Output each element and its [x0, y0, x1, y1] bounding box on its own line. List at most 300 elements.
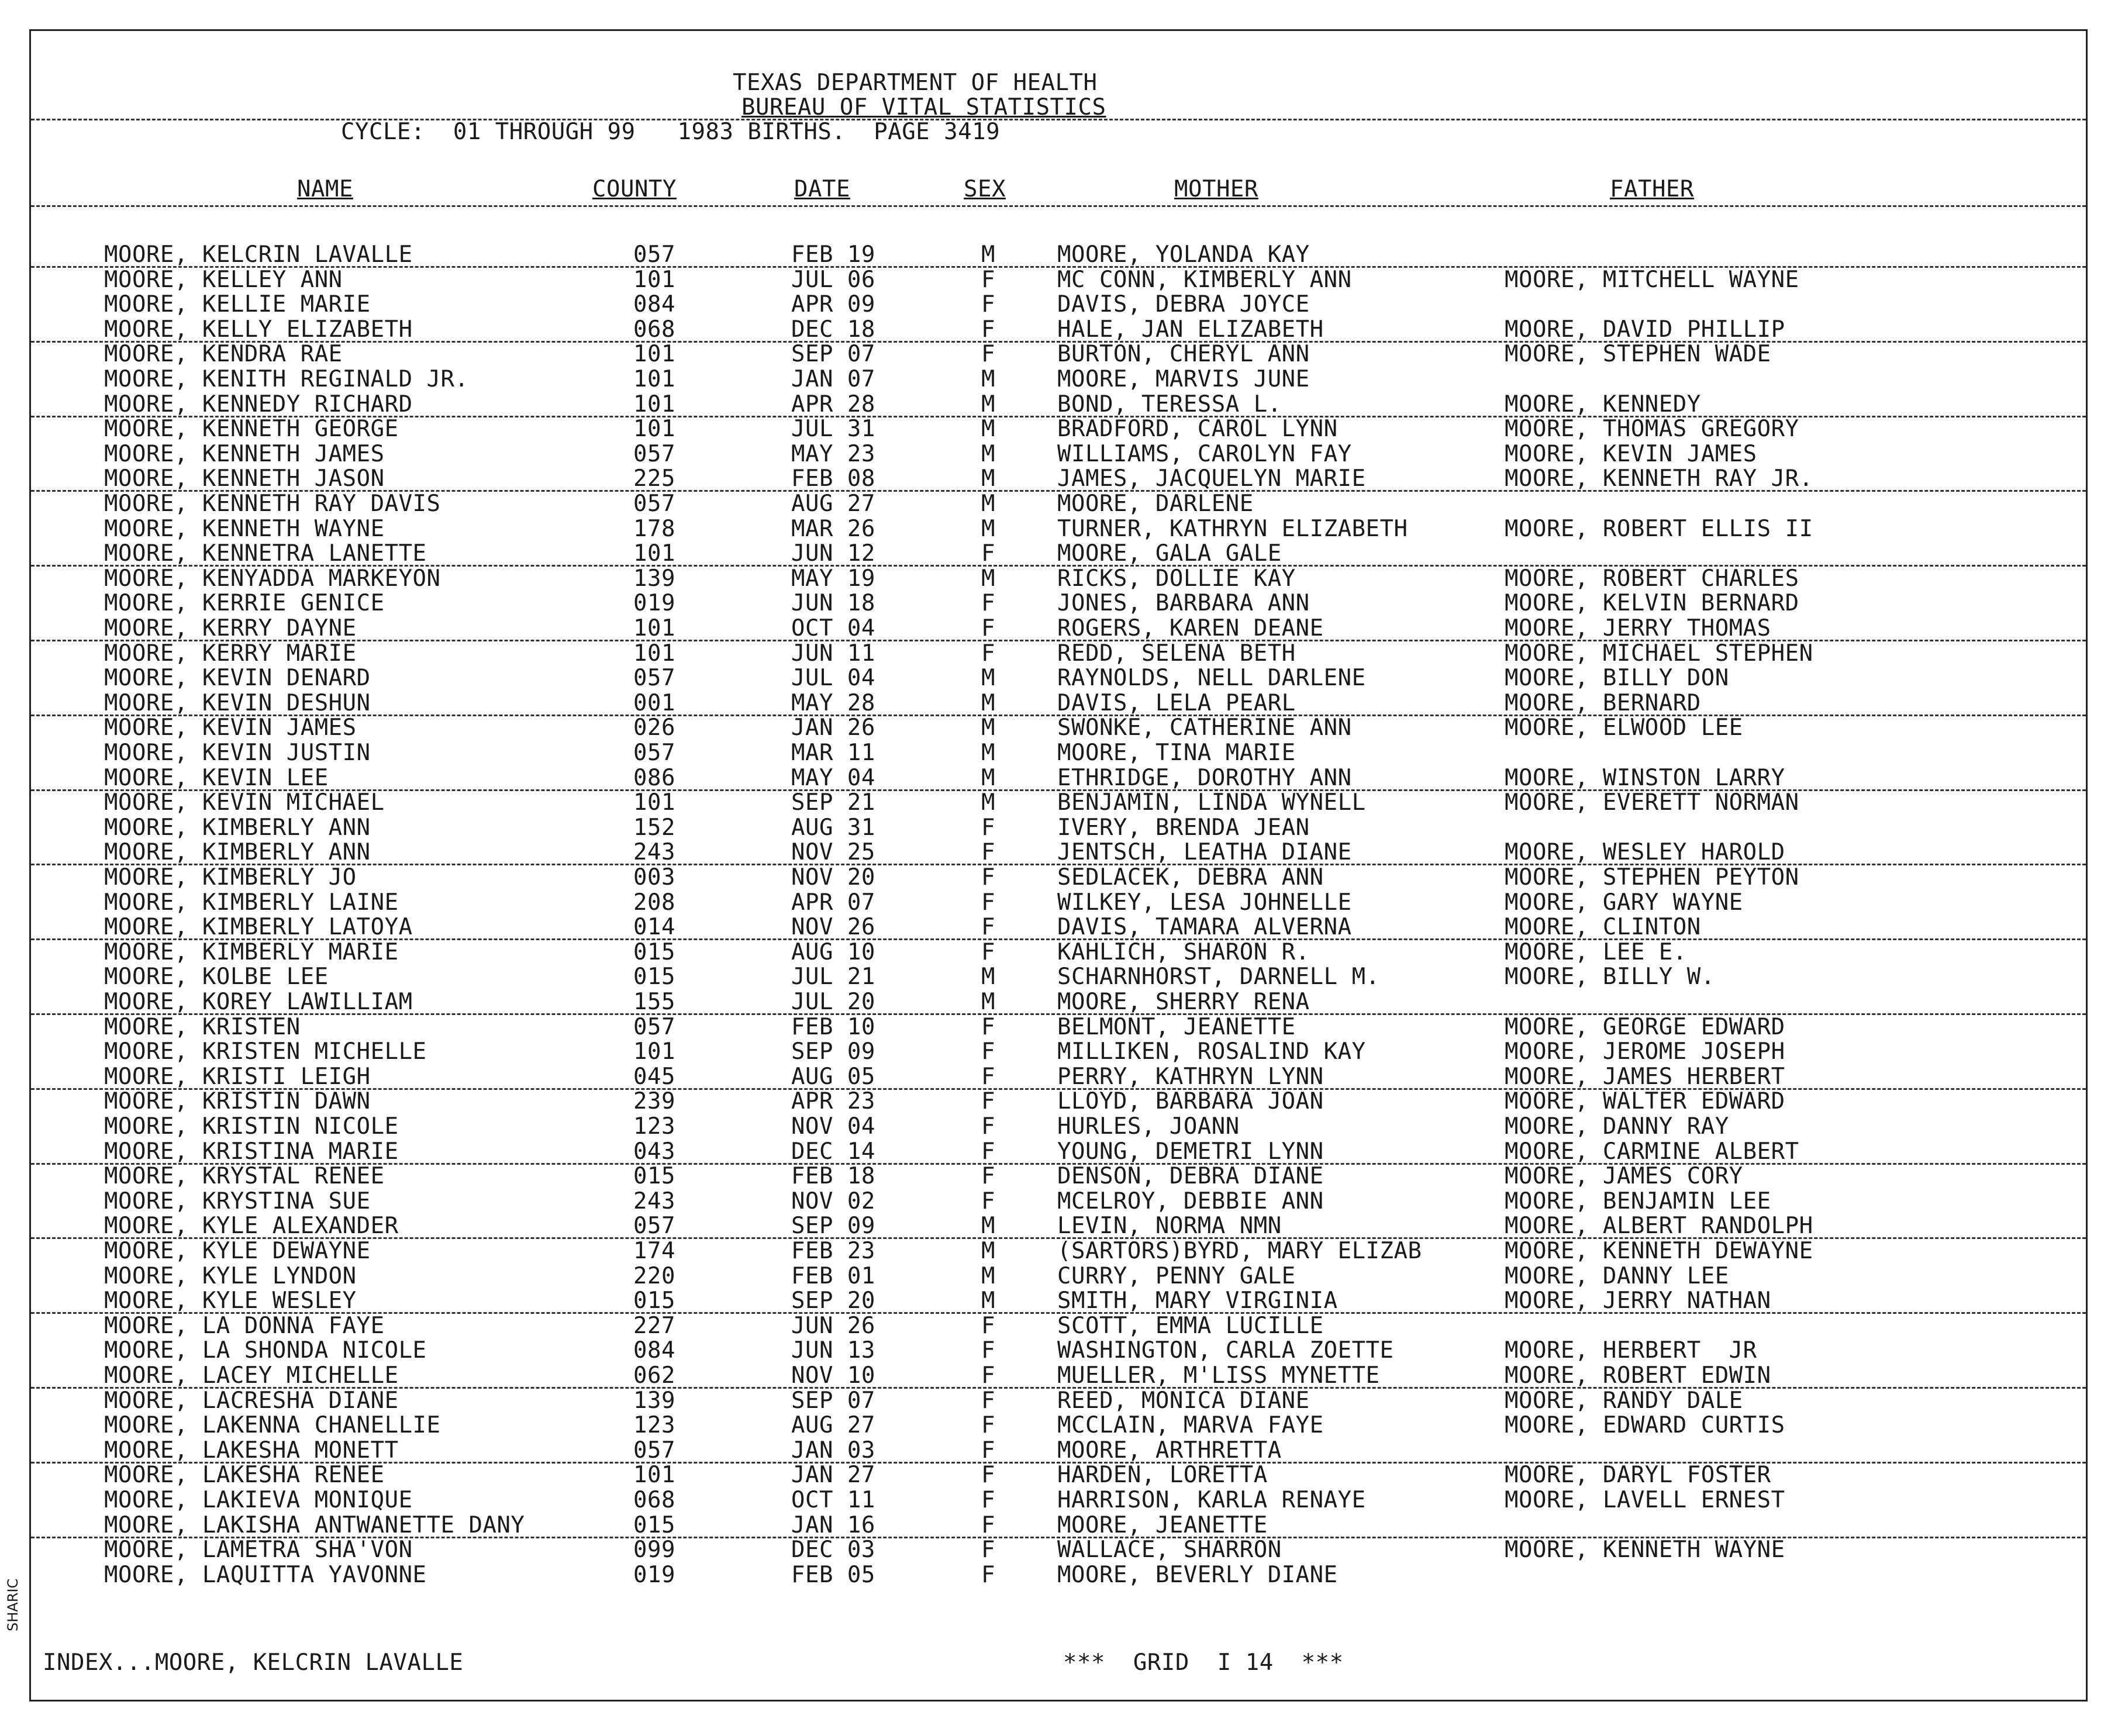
record-mother: JONES, BARBARA ANN — [1057, 590, 1310, 617]
record-county: 101 — [633, 615, 675, 641]
record-father: MOORE, BILLY W. — [1505, 964, 1715, 990]
record-county: 123 — [633, 1412, 675, 1439]
record-sex: F — [981, 1188, 995, 1214]
record-father: MOORE, STEPHEN PEYTON — [1505, 864, 1799, 891]
record-date: JUN 13 — [791, 1337, 875, 1364]
record-father: MOORE, EVERETT NORMAN — [1505, 789, 1799, 816]
record-mother: DENSON, DEBRA DIANE — [1057, 1163, 1324, 1190]
record-sex: F — [981, 938, 995, 965]
record-name: MOORE, KENNETRA LANETTE — [104, 540, 427, 567]
record-county: 084 — [633, 291, 675, 318]
record-mother: ETHRIDGE, DOROTHY ANN — [1057, 764, 1352, 791]
record-sex: F — [981, 1462, 995, 1489]
record-mother: MOORE, BEVERLY DIANE — [1057, 1561, 1338, 1588]
record-name: MOORE, KIMBERLY LAINE — [104, 889, 399, 916]
record-county: 208 — [633, 889, 675, 916]
record-date: DEC 18 — [791, 316, 875, 343]
record-father: MOORE, RANDY DALE — [1505, 1387, 1743, 1414]
record-sex: F — [981, 1163, 995, 1190]
record-date: MAR 26 — [791, 515, 875, 542]
record-county: 227 — [633, 1312, 675, 1339]
record-sex: F — [981, 1487, 995, 1513]
record-date: SEP 21 — [791, 789, 875, 816]
record-name: MOORE, KELCRIN LAVALLE — [104, 241, 413, 268]
record-county: 057 — [633, 1213, 675, 1240]
record-date: JAN 26 — [791, 715, 875, 741]
record-father: MOORE, JAMES CORY — [1505, 1163, 1743, 1190]
record-father: MOORE, ROBERT EDWIN — [1505, 1362, 1771, 1389]
record-name: MOORE, KYLE LYNDON — [104, 1262, 357, 1289]
record-sex: F — [981, 1312, 995, 1339]
record-sex: F — [981, 1537, 995, 1564]
record-name: MOORE, LAKIEVA MONIQUE — [104, 1487, 413, 1513]
record-date: NOV 26 — [791, 914, 875, 941]
record-sex: F — [981, 590, 995, 617]
record-sex: F — [981, 1387, 995, 1414]
record-date: MAR 11 — [791, 740, 875, 766]
record-mother: MOORE, DARLENE — [1057, 491, 1254, 517]
record-mother: TURNER, KATHRYN ELIZABETH — [1057, 515, 1408, 542]
record-name: MOORE, KENNETH WAYNE — [104, 515, 385, 542]
record-name: MOORE, KOLBE LEE — [104, 964, 329, 990]
record-name: MOORE, KERRY DAYNE — [104, 615, 357, 641]
record-father: MOORE, BILLY DON — [1505, 665, 1729, 692]
record-county: 101 — [633, 416, 675, 443]
record-mother: IVERY, BRENDA JEAN — [1057, 814, 1310, 841]
record-sex: M — [981, 740, 995, 766]
record-sex: F — [981, 640, 995, 667]
record-sex: F — [981, 1412, 995, 1439]
record-county: 220 — [633, 1262, 675, 1289]
record-father: MOORE, LEE E. — [1505, 938, 1687, 965]
record-name: MOORE, LA SHONDA NICOLE — [104, 1337, 427, 1364]
record-father: MOORE, KENNETH WAYNE — [1505, 1537, 1785, 1564]
record-father: MOORE, DANNY RAY — [1505, 1113, 1729, 1140]
record-father: MOORE, ROBERT ELLIS II — [1505, 515, 1813, 542]
record-name: MOORE, KENNEDY RICHARD — [104, 391, 413, 417]
record-father: MOORE, EDWARD CURTIS — [1505, 1412, 1785, 1439]
record-sex: F — [981, 1063, 995, 1090]
record-father: MOORE, KELVIN BERNARD — [1505, 590, 1799, 617]
record-father: MOORE, BENJAMIN LEE — [1505, 1188, 1771, 1214]
record-date: JAN 16 — [791, 1511, 875, 1538]
record-sex: M — [981, 715, 995, 741]
header-cycle: CYCLE: 01 THROUGH 99 1983 BIRTHS. PAGE 3419 — [341, 119, 1001, 145]
record-county: 057 — [633, 241, 675, 268]
record-county: 152 — [633, 814, 675, 841]
record-mother: ROGERS, KAREN DEANE — [1057, 615, 1324, 641]
record-mother: MOORE, GALA GALE — [1057, 540, 1282, 567]
record-name: MOORE, KRISTEN MICHELLE — [104, 1038, 427, 1065]
record-county: 225 — [633, 465, 675, 492]
record-mother: DAVIS, LELA PEARL — [1057, 689, 1296, 716]
record-date: FEB 10 — [791, 1013, 875, 1040]
record-name: MOORE, KIMBERLY JO — [104, 864, 357, 891]
record-sex: F — [981, 1337, 995, 1364]
column-header-divider — [31, 205, 2086, 207]
record-sex: F — [981, 864, 995, 891]
record-county: 123 — [633, 1113, 675, 1140]
record-father: MOORE, JEROME JOSEPH — [1505, 1038, 1785, 1065]
record-county: 139 — [633, 1387, 675, 1414]
record-name: MOORE, KENNETH JAMES — [104, 440, 385, 467]
record-sex: M — [981, 1288, 995, 1314]
record-county: 015 — [633, 938, 675, 965]
record-mother: KAHLICH, SHARON R. — [1057, 938, 1310, 965]
record-county: 003 — [633, 864, 675, 891]
record-mother: LEVIN, NORMA NMN — [1057, 1213, 1282, 1240]
record-mother: MOORE, SHERRY RENA — [1057, 989, 1310, 1015]
record-date: MAY 04 — [791, 764, 875, 791]
record-date: DEC 14 — [791, 1138, 875, 1165]
record-name: MOORE, KEVIN DENARD — [104, 665, 371, 692]
col-header-name: NAME — [297, 176, 353, 202]
header-title: TEXAS DEPARTMENT OF HEALTH — [733, 70, 1098, 96]
record-mother: RAYNOLDS, NELL DARLENE — [1057, 665, 1366, 692]
record-sex: F — [981, 1362, 995, 1389]
record-father: MOORE, WESLEY HAROLD — [1505, 839, 1785, 866]
record-county: 015 — [633, 1288, 675, 1314]
record-county: 062 — [633, 1362, 675, 1389]
record-county: 057 — [633, 491, 675, 517]
record-father: MOORE, GEORGE EDWARD — [1505, 1013, 1785, 1040]
record-name: MOORE, KIMBERLY LATOYA — [104, 914, 413, 941]
record-sex: F — [981, 266, 995, 293]
record-mother: DAVIS, DEBRA JOYCE — [1057, 291, 1310, 318]
record-mother: HURLES, JOANN — [1057, 1113, 1240, 1140]
record-sex: M — [981, 440, 995, 467]
record-name: MOORE, KELLEY ANN — [104, 266, 343, 293]
record-county: 101 — [633, 1038, 675, 1065]
record-sex: F — [981, 1113, 995, 1140]
header-subtitle: BUREAU OF VITAL STATISTICS — [741, 94, 1106, 120]
record-sex: M — [981, 764, 995, 791]
record-date: SEP 09 — [791, 1213, 875, 1240]
record-sex: M — [981, 1213, 995, 1240]
record-name: MOORE, KEVIN LEE — [104, 764, 329, 791]
document-frame — [29, 29, 2088, 1702]
record-mother: WILKEY, LESA JOHNELLE — [1057, 889, 1352, 916]
record-sex: F — [981, 1561, 995, 1588]
record-name: MOORE, LAMETRA SHA'VON — [104, 1537, 413, 1564]
record-mother: JENTSCH, LEATHA DIANE — [1057, 839, 1352, 866]
record-sex: F — [981, 615, 995, 641]
record-date: NOV 04 — [791, 1113, 875, 1140]
record-name: MOORE, LAKENNA CHANELLIE — [104, 1412, 441, 1439]
record-date: OCT 04 — [791, 615, 875, 641]
record-mother: MOORE, MARVIS JUNE — [1057, 366, 1310, 392]
record-sex: F — [981, 1437, 995, 1464]
record-father: MOORE, THOMAS GREGORY — [1505, 416, 1799, 443]
record-father: MOORE, ELWOOD LEE — [1505, 715, 1743, 741]
record-name: MOORE, KYLE DEWAYNE — [104, 1238, 371, 1264]
record-county: 239 — [633, 1088, 675, 1115]
record-county: 057 — [633, 1437, 675, 1464]
record-mother: MCCLAIN, MARVA FAYE — [1057, 1412, 1324, 1439]
record-mother: HARDEN, LORETTA — [1057, 1462, 1268, 1489]
record-sex: M — [981, 565, 995, 592]
record-name: MOORE, KENYADDA MARKEYON — [104, 565, 441, 592]
record-father: MOORE, KENNETH DEWAYNE — [1505, 1238, 1813, 1264]
record-sex: F — [981, 341, 995, 368]
record-father: MOORE, KENNETH RAY JR. — [1505, 465, 1813, 492]
record-date: SEP 09 — [791, 1038, 875, 1065]
record-father: MOORE, KENNEDY — [1505, 391, 1701, 417]
record-county: 057 — [633, 440, 675, 467]
record-name: MOORE, KENNETH GEORGE — [104, 416, 399, 443]
record-name: MOORE, KERRY MARIE — [104, 640, 357, 667]
record-father: MOORE, JERRY NATHAN — [1505, 1288, 1771, 1314]
record-date: JUL 06 — [791, 266, 875, 293]
record-date: JUN 26 — [791, 1312, 875, 1339]
record-father: MOORE, CARMINE ALBERT — [1505, 1138, 1799, 1165]
record-date: AUG 10 — [791, 938, 875, 965]
record-name: MOORE, KOREY LAWILLIAM — [104, 989, 413, 1015]
record-date: FEB 05 — [791, 1561, 875, 1588]
record-name: MOORE, KEVIN JUSTIN — [104, 740, 371, 766]
record-sex: M — [981, 989, 995, 1015]
record-mother: MCELROY, DEBBIE ANN — [1057, 1188, 1324, 1214]
record-mother: RICKS, DOLLIE KAY — [1057, 565, 1296, 592]
record-date: SEP 20 — [791, 1288, 875, 1314]
record-mother: WASHINGTON, CARLA ZOETTE — [1057, 1337, 1394, 1364]
record-date: JAN 03 — [791, 1437, 875, 1464]
record-sex: M — [981, 789, 995, 816]
record-sex: M — [981, 515, 995, 542]
record-mother: SCOTT, EMMA LUCILLE — [1057, 1312, 1324, 1339]
record-father: MOORE, DAVID PHILLIP — [1505, 316, 1785, 343]
record-county: 243 — [633, 1188, 675, 1214]
record-date: NOV 02 — [791, 1188, 875, 1214]
record-county: 139 — [633, 565, 675, 592]
record-date: JUL 31 — [791, 416, 875, 443]
record-county: 101 — [633, 1462, 675, 1489]
record-father: MOORE, JERRY THOMAS — [1505, 615, 1771, 641]
record-county: 043 — [633, 1138, 675, 1165]
record-county: 101 — [633, 366, 675, 392]
record-sex: M — [981, 391, 995, 417]
record-county: 084 — [633, 1337, 675, 1364]
record-name: MOORE, KRYSTINA SUE — [104, 1188, 371, 1214]
record-county: 057 — [633, 740, 675, 766]
record-father: MOORE, DANNY LEE — [1505, 1262, 1729, 1289]
record-name: MOORE, KEVIN MICHAEL — [104, 789, 385, 816]
record-date: JAN 27 — [791, 1462, 875, 1489]
record-date: AUG 27 — [791, 491, 875, 517]
record-county: 014 — [633, 914, 675, 941]
record-name: MOORE, KERRIE GENICE — [104, 590, 385, 617]
record-sex: M — [981, 1238, 995, 1264]
record-mother: MOORE, YOLANDA KAY — [1057, 241, 1310, 268]
record-date: APR 07 — [791, 889, 875, 916]
record-mother: SEDLACEK, DEBRA ANN — [1057, 864, 1324, 891]
record-mother: BURTON, CHERYL ANN — [1057, 341, 1310, 368]
record-date: SEP 07 — [791, 1387, 875, 1414]
record-date: AUG 05 — [791, 1063, 875, 1090]
record-father: MOORE, LAVELL ERNEST — [1505, 1487, 1785, 1513]
record-sex: F — [981, 814, 995, 841]
record-date: JUL 20 — [791, 989, 875, 1015]
record-name: MOORE, KRISTI LEIGH — [104, 1063, 371, 1090]
record-name: MOORE, KENNETH JASON — [104, 465, 385, 492]
footer-index: INDEX...MOORE, KELCRIN LAVALLE — [43, 1649, 464, 1676]
record-mother: SCHARNHORST, DARNELL M. — [1057, 964, 1380, 990]
record-sex: F — [981, 1038, 995, 1065]
col-header-sex: SEX — [964, 176, 1006, 202]
record-name: MOORE, KELLIE MARIE — [104, 291, 371, 318]
record-mother: MOORE, ARTHRETTA — [1057, 1437, 1282, 1464]
col-header-county: COUNTY — [592, 176, 677, 202]
record-name: MOORE, LAKESHA RENEE — [104, 1462, 385, 1489]
record-father: MOORE, STEPHEN WADE — [1505, 341, 1771, 368]
record-county: 045 — [633, 1063, 675, 1090]
record-mother: HARRISON, KARLA RENAYE — [1057, 1487, 1366, 1513]
record-father: MOORE, DARYL FOSTER — [1505, 1462, 1771, 1489]
record-county: 019 — [633, 590, 675, 617]
record-mother: WALLACE, SHARRON — [1057, 1537, 1282, 1564]
record-sex: M — [981, 964, 995, 990]
record-sex: F — [981, 1511, 995, 1538]
record-sex: F — [981, 316, 995, 343]
record-sex: F — [981, 1138, 995, 1165]
record-date: OCT 11 — [791, 1487, 875, 1513]
record-date: MAY 19 — [791, 565, 875, 592]
record-name: MOORE, KENDRA RAE — [104, 341, 343, 368]
record-date: MAY 23 — [791, 440, 875, 467]
col-header-father: FATHER — [1610, 176, 1694, 202]
record-name: MOORE, KRISTIN NICOLE — [104, 1113, 399, 1140]
record-name: MOORE, KIMBERLY MARIE — [104, 938, 399, 965]
record-date: JUL 04 — [791, 665, 875, 692]
record-county: 243 — [633, 839, 675, 866]
record-date: JUN 11 — [791, 640, 875, 667]
record-father: MOORE, ROBERT CHARLES — [1505, 565, 1799, 592]
record-name: MOORE, KIMBERLY ANN — [104, 839, 371, 866]
record-father: MOORE, MICHAEL STEPHEN — [1505, 640, 1813, 667]
record-date: JUN 12 — [791, 540, 875, 567]
record-father: MOORE, WINSTON LARRY — [1505, 764, 1785, 791]
record-date: APR 23 — [791, 1088, 875, 1115]
record-sex: M — [981, 416, 995, 443]
record-date: MAY 28 — [791, 689, 875, 716]
col-header-mother: MOTHER — [1174, 176, 1258, 202]
record-date: FEB 01 — [791, 1262, 875, 1289]
record-mother: SWONKE, CATHERINE ANN — [1057, 715, 1352, 741]
record-name: MOORE, LAQUITTA YAVONNE — [104, 1561, 427, 1588]
record-name: MOORE, KRISTINA MARIE — [104, 1138, 399, 1165]
record-sex: M — [981, 689, 995, 716]
record-county: 101 — [633, 640, 675, 667]
record-name: MOORE, KEVIN JAMES — [104, 715, 357, 741]
record-mother: BRADFORD, CAROL LYNN — [1057, 416, 1338, 443]
record-mother: MC CONN, KIMBERLY ANN — [1057, 266, 1352, 293]
record-name: MOORE, KIMBERLY ANN — [104, 814, 371, 841]
record-name: MOORE, LAKESHA MONETT — [104, 1437, 399, 1464]
record-mother: JAMES, JACQUELYN MARIE — [1057, 465, 1366, 492]
record-sex: F — [981, 540, 995, 567]
record-mother: WILLIAMS, CAROLYN FAY — [1057, 440, 1352, 467]
record-date: DEC 03 — [791, 1537, 875, 1564]
record-name: MOORE, LAKISHA ANTWANETTE DANY — [104, 1511, 525, 1538]
record-name: MOORE, KENITH REGINALD JR. — [104, 366, 469, 392]
record-date: APR 28 — [791, 391, 875, 417]
record-father: MOORE, ALBERT RANDOLPH — [1505, 1213, 1813, 1240]
record-sex: M — [981, 1262, 995, 1289]
record-mother: MOORE, JEANETTE — [1057, 1511, 1268, 1538]
record-mother: BENJAMIN, LINDA WYNELL — [1057, 789, 1366, 816]
record-county: 099 — [633, 1537, 675, 1564]
record-mother: SMITH, MARY VIRGINIA — [1057, 1288, 1338, 1314]
record-date: FEB 18 — [791, 1163, 875, 1190]
record-county: 178 — [633, 515, 675, 542]
record-county: 155 — [633, 989, 675, 1015]
record-date: SEP 07 — [791, 341, 875, 368]
header-divider — [31, 119, 2086, 120]
record-father: MOORE, JAMES HERBERT — [1505, 1063, 1785, 1090]
record-sex: M — [981, 366, 995, 392]
record-sex: M — [981, 241, 995, 268]
record-date: JAN 07 — [791, 366, 875, 392]
record-mother: HALE, JAN ELIZABETH — [1057, 316, 1324, 343]
record-date: AUG 27 — [791, 1412, 875, 1439]
record-mother: (SARTORS)BYRD, MARY ELIZAB — [1057, 1238, 1422, 1264]
record-mother: MUELLER, M'LISS MYNETTE — [1057, 1362, 1380, 1389]
record-county: 101 — [633, 391, 675, 417]
record-county: 057 — [633, 665, 675, 692]
record-date: NOV 10 — [791, 1362, 875, 1389]
record-date: AUG 31 — [791, 814, 875, 841]
record-county: 086 — [633, 764, 675, 791]
record-sex: F — [981, 1088, 995, 1115]
record-father: MOORE, HERBERT JR — [1505, 1337, 1757, 1364]
record-county: 101 — [633, 341, 675, 368]
col-header-date: DATE — [794, 176, 850, 202]
record-mother: YOUNG, DEMETRI LYNN — [1057, 1138, 1324, 1165]
record-mother: REDD, SELENA BETH — [1057, 640, 1296, 667]
record-sex: F — [981, 1013, 995, 1040]
record-mother: REED, MONICA DIANE — [1057, 1387, 1310, 1414]
record-date: APR 09 — [791, 291, 875, 318]
record-county: 057 — [633, 1013, 675, 1040]
record-sex: M — [981, 465, 995, 492]
record-county: 101 — [633, 266, 675, 293]
record-father: MOORE, KEVIN JAMES — [1505, 440, 1757, 467]
record-mother: CURRY, PENNY GALE — [1057, 1262, 1296, 1289]
record-name: MOORE, KYLE ALEXANDER — [104, 1213, 399, 1240]
record-county: 068 — [633, 1487, 675, 1513]
record-sex: F — [981, 839, 995, 866]
record-name: MOORE, KEVIN DESHUN — [104, 689, 371, 716]
record-sex: F — [981, 889, 995, 916]
record-mother: BOND, TERESSA L. — [1057, 391, 1282, 417]
record-county: 019 — [633, 1561, 675, 1588]
record-mother: LLOYD, BARBARA JOAN — [1057, 1088, 1324, 1115]
record-name: MOORE, KYLE WESLEY — [104, 1288, 357, 1314]
record-date: FEB 23 — [791, 1238, 875, 1264]
record-father: MOORE, GARY WAYNE — [1505, 889, 1743, 916]
record-sex: F — [981, 914, 995, 941]
record-county: 068 — [633, 316, 675, 343]
record-sex: F — [981, 291, 995, 318]
record-mother: MILLIKEN, ROSALIND KAY — [1057, 1038, 1366, 1065]
record-name: MOORE, KRISTEN — [104, 1013, 301, 1040]
record-sex: M — [981, 665, 995, 692]
record-name: MOORE, LACEY MICHELLE — [104, 1362, 399, 1389]
record-county: 174 — [633, 1238, 675, 1264]
record-father: MOORE, WALTER EDWARD — [1505, 1088, 1785, 1115]
record-mother: DAVIS, TAMARA ALVERNA — [1057, 914, 1352, 941]
record-date: JUN 18 — [791, 590, 875, 617]
